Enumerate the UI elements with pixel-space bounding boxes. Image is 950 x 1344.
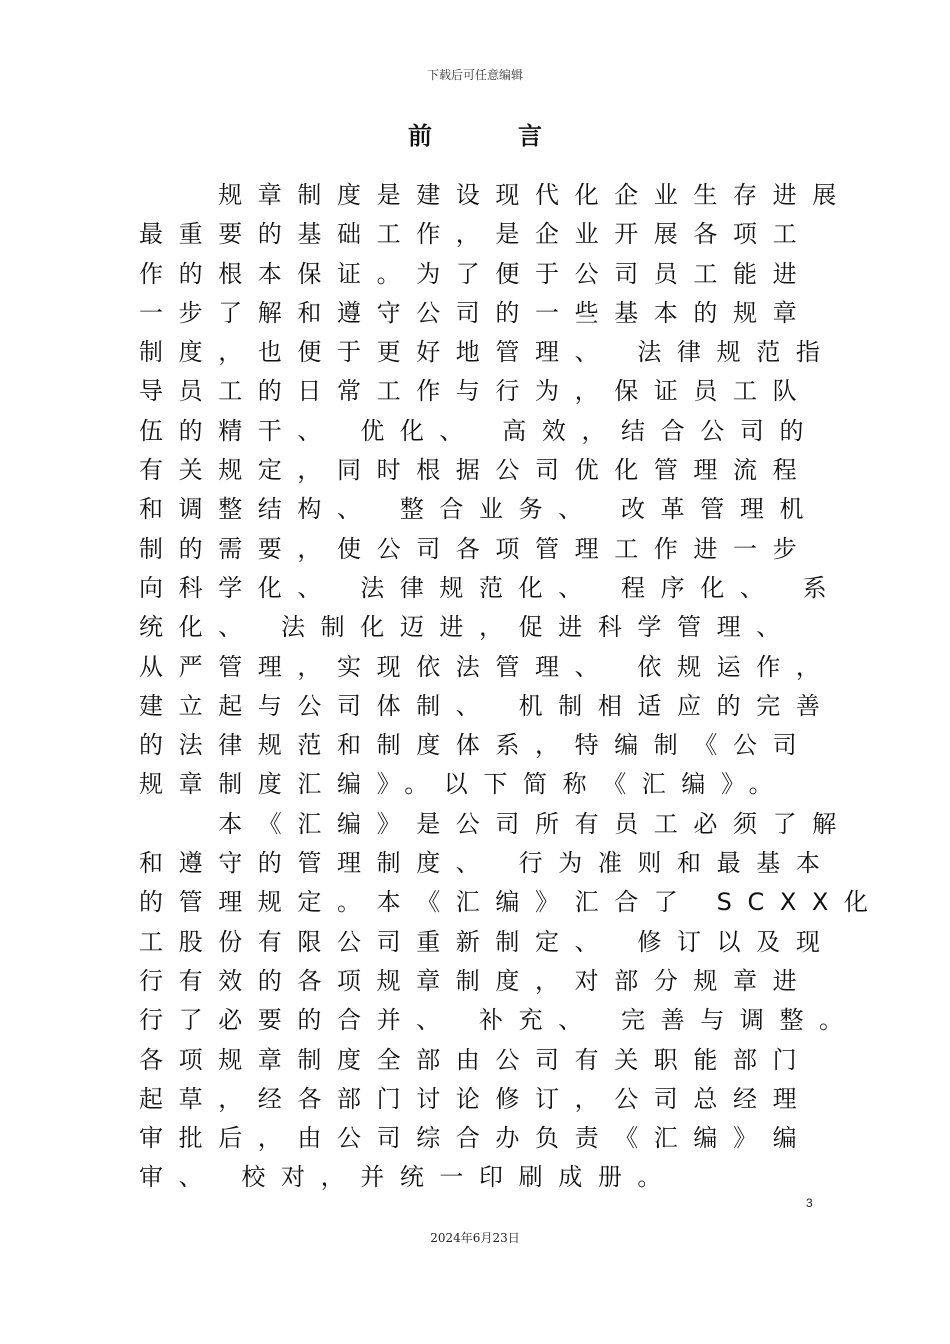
text-line: 一步了解和遵守公司的一些基本的规章 bbox=[139, 298, 813, 327]
page-number: 3 bbox=[806, 1196, 813, 1210]
document-title: 前言 bbox=[408, 122, 628, 150]
text-line: 本《汇编》是公司所有员工必须了解 bbox=[139, 809, 852, 838]
text-line: 有关规定，同时根据公司优化管理流程 bbox=[139, 456, 813, 485]
body-text bbox=[139, 176, 884, 1198]
text-line: 的管理规定。本《汇编》汇合了 SCXX化 bbox=[139, 888, 884, 917]
text-line: 最重要的基础工作，是企业开展各项工 bbox=[139, 220, 813, 249]
text-line: 从严管理，实现依法管理、 依规运作， bbox=[139, 652, 836, 681]
text-line: 作的根本保证。为了便于公司员工能进 bbox=[139, 259, 813, 288]
text-line: 审、 校对，并统一印刷成册。 bbox=[139, 1163, 678, 1192]
footer-date: 2024年6月23日 bbox=[430, 1231, 520, 1245]
text-line: 导员工的日常工作与行为，保证员工队 bbox=[139, 377, 813, 406]
text-line: 制的需要，使公司各项管理工作进一步 bbox=[139, 534, 813, 563]
text-line: 工股份有限公司重新制定、 修订以及现 bbox=[139, 927, 836, 956]
text-line: 的法律规范和制度体系，特编制《公司 bbox=[139, 731, 813, 760]
header-note: 下载后可任意编辑 bbox=[426, 68, 523, 82]
text-line: 制度，也便于更好地管理、 法律规范指 bbox=[139, 338, 836, 367]
text-line: 审批后，由公司综合办负责《汇编》编 bbox=[139, 1124, 813, 1153]
text-line: 和调整结构、 整合业务、 改革管理机 bbox=[139, 495, 820, 524]
text-line: 行了必要的合并、 补充、 完善与调整。 bbox=[139, 1006, 859, 1035]
text-line: 伍的精干、 优化、 高效，结合公司的 bbox=[139, 416, 820, 445]
text-line: 统化、 法制化迈进，促进科学管理、 bbox=[139, 613, 796, 642]
text-line: 和遵守的管理制度、 行为准则和最基本 bbox=[139, 849, 836, 878]
text-line: 行有效的各项规章制度，对部分规章进 bbox=[139, 966, 813, 995]
text-line: 各项规章制度全部由公司有关职能部门 bbox=[139, 1045, 813, 1074]
text-line: 起草，经各部门讨论修订，公司总经理 bbox=[139, 1084, 813, 1113]
text-line: 规章制度是建设现代化企业生存进展 bbox=[139, 181, 852, 209]
text-line: 规章制度汇编》。以下简称《汇编》。 bbox=[139, 770, 789, 799]
text-line: 向科学化、 法律规范化、 程序化、 系 bbox=[139, 573, 843, 602]
text-line: 建立起与公司体制、 机制相适应的完善 bbox=[139, 691, 836, 720]
